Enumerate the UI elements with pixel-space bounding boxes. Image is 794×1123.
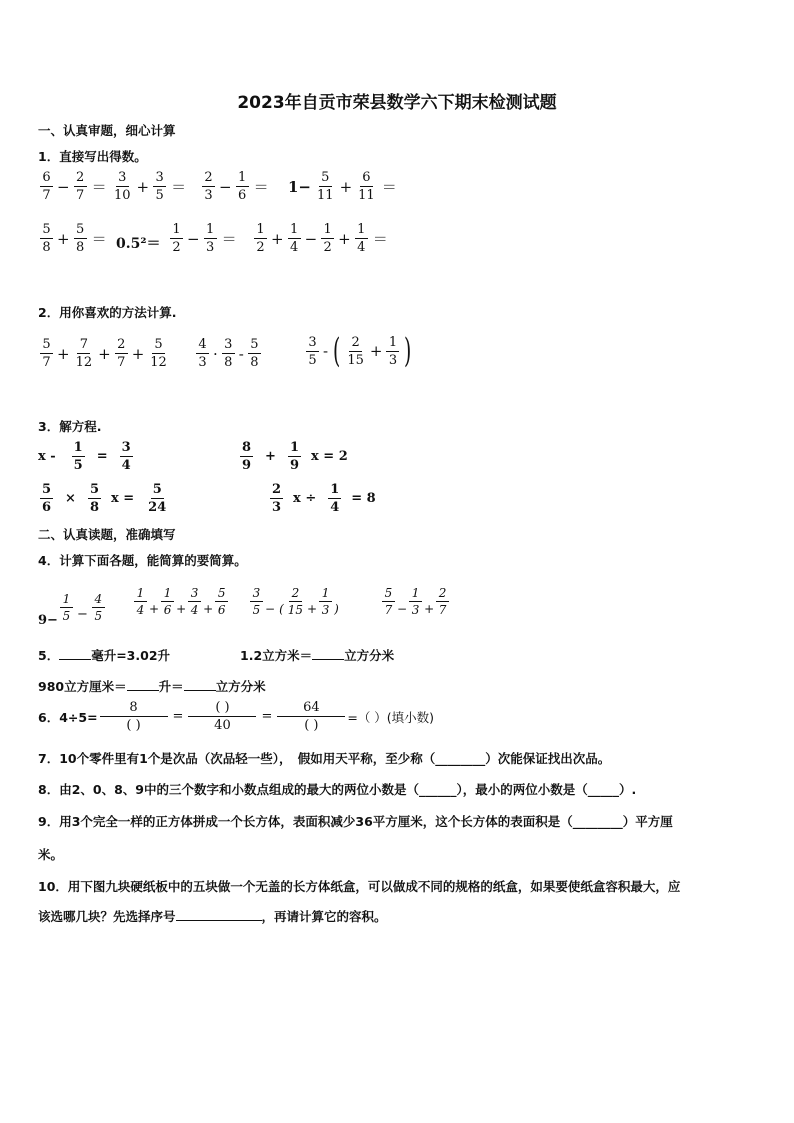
right-paren-icon: )	[404, 331, 412, 371]
q10-line1: 10．用下图九块硬纸板中的五块做一个无盖的长方体纸盒，可以做成不同的规格的纸盒，如果要使纸盒容积最大，应	[38, 879, 681, 894]
section-2-heading: 二、认真读题，准确填写	[38, 527, 176, 542]
q1-r2-e4: $\frac{1}{2}$ + $\frac{1}{4}$ − $\frac{1}{2}$ + $\frac{1}{4}$ ＝	[252, 223, 388, 254]
q10-blank[interactable]	[176, 920, 262, 921]
q4-e1: 9− $\frac{1}{5}$ − $\frac{4}{5}$	[38, 587, 107, 628]
q1-r2-e3: $\frac{1}{2}$ − $\frac{1}{3}$ ＝	[168, 223, 237, 254]
left-paren-icon: (	[333, 331, 341, 371]
page-title: 2023年自贡市荣县数学六下期末检测试题	[237, 93, 557, 113]
q1-label: 1．直接写出得数。	[38, 149, 147, 164]
q2-e3: $\frac{3}{5}$ - ( $\frac{2}{15}$ + $\frac{1}{3}$ )	[304, 334, 415, 368]
q1-r1-e2: $\frac{3}{10}$ + $\frac{3}{5}$ ＝	[114, 170, 187, 203]
q1-r2-e1: $\frac{5}{8}$ + $\frac{5}{8}$ ＝	[38, 223, 107, 254]
q9-line2: 米。	[38, 847, 64, 862]
q1-r1-e3: $\frac{2}{3}$ − $\frac{1}{6}$ ＝	[200, 171, 269, 202]
q1-r1-e1: $\frac{6}{7}$ − $\frac{2}{7}$ ＝	[38, 171, 107, 202]
section-1-heading: 一、认真审题，细心计算	[38, 123, 176, 138]
q3-e2: $\frac{8}{9}$ + $\frac{1}{9}$ x = 2	[242, 440, 348, 473]
q3-e1: x - $\frac{1}{5}$ = $\frac{3}{4}$	[38, 440, 131, 473]
q6: 6．4÷5= $\frac{8}{( )}$ = $\frac{( )}{40}$ = $\frac{64}{( )}$ =（ ）(填小数)	[38, 700, 435, 733]
q5-line1-b: 1.2立方米＝ 立方分米	[240, 648, 395, 663]
q2-e2: $\frac{4}{3}$ · $\frac{3}{8}$ - $\frac{5}{8}$	[194, 338, 263, 369]
q5-blank-3[interactable]	[127, 690, 159, 691]
q3-e4: $\frac{2}{3}$ x ÷ $\frac{1}{4}$ = 8	[272, 482, 376, 515]
q5-blank-1[interactable]	[59, 659, 91, 660]
q4-e4: $\frac{5}{7}$ − $\frac{1}{3}$ + $\frac{2}{7}$	[380, 587, 451, 616]
q5-blank-4[interactable]	[184, 690, 216, 691]
q5-blank-2[interactable]	[312, 659, 344, 660]
q7: 7．10个零件里有1个是次品（次品轻一些）， 假如用天平称，至少称（________）次能保证找出次品。	[38, 751, 611, 766]
q5-line1-a: 5． 毫升=3.02升	[38, 648, 171, 663]
q5-line2: 980立方厘米＝ 升＝ 立方分米	[38, 679, 266, 694]
q1-r1-e4: 1− $\frac{5}{11}$ + $\frac{6}{11}$ ＝	[288, 170, 397, 203]
q3-label: 3．解方程.	[38, 419, 102, 434]
q4-e3: $\frac{3}{5}$ − ( $\frac{2}{15}$ + $\frac{1}{3}$ )	[248, 587, 339, 616]
q4-e2: $\frac{1}{4}$ + $\frac{1}{6}$ + $\frac{3}{4}$ + $\frac{5}{6}$	[132, 587, 230, 616]
q3-e3: $\frac{5}{6}$ × $\frac{5}{8}$ x = $\frac{5}{24}$	[42, 482, 167, 515]
q2-e1: $\frac{5}{7}$ + $\frac{7}{12}$ + $\frac{2}{7}$ + $\frac{5}{12}$	[38, 338, 171, 369]
q4-label: 4．计算下面各题，能简算的要简算。	[38, 553, 247, 568]
q9-line1: 9．用3个完全一样的正方体拼成一个长方体，表面积减少36平方厘米，这个长方体的表面积是（________）平方厘	[38, 814, 673, 829]
q8: 8．由2、0、8、9中的三个数字和小数点组成的最大的两位小数是（______），最小的两位小数是（_____）.	[38, 782, 637, 797]
q2-label: 2．用你喜欢的方法计算.	[38, 305, 177, 320]
q1-r2-e2: 0.5²＝	[116, 236, 161, 252]
q10-line2: 该选哪几块？先选择序号 ，再请计算它的容积。	[38, 909, 387, 924]
